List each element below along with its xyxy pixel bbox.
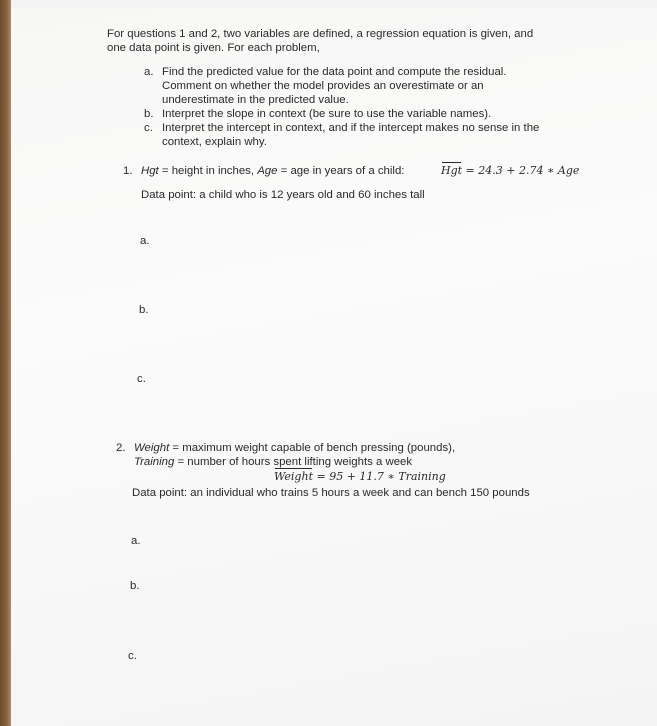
instruction-c-line-2: context, explain why. bbox=[162, 136, 267, 148]
q2-var1-name: Weight bbox=[134, 442, 170, 454]
instruction-c-line-1: Interpret the intercept in context, and if the intercept makes no sense in the bbox=[162, 122, 540, 134]
q1-number: 1. bbox=[123, 165, 133, 177]
q2-data-point: Data point: an individual who trains 5 hours a week and can bench 150 pounds bbox=[132, 487, 530, 499]
q1-var1-def: = height in inches, bbox=[158, 165, 258, 177]
q1-var2-def: = age in years of a child: bbox=[277, 165, 405, 177]
q2-part-b: b. bbox=[130, 580, 140, 592]
q1-var1-name: Hgt bbox=[141, 165, 159, 177]
q1-part-b: b. bbox=[139, 304, 149, 316]
q2-var1-def: = maximum weight capable of bench pressing (pounds), bbox=[169, 442, 456, 454]
instruction-a-line-3: underestimate in the predicted value. bbox=[162, 94, 349, 106]
q1-eq-lhs: Hgt bbox=[441, 164, 463, 177]
q1-equation bbox=[441, 164, 579, 178]
instruction-b-marker: b. bbox=[144, 108, 154, 120]
instruction-b-line-1: Interpret the slope in context (be sure to use the variable names). bbox=[162, 108, 492, 120]
q1-var2-name: Age bbox=[257, 165, 278, 177]
instruction-c-marker: c. bbox=[144, 122, 153, 134]
q2-eq-rhs: = 95 + 11.7 ∗ Training bbox=[312, 470, 446, 483]
q2-part-c: c. bbox=[128, 650, 137, 662]
intro-line-1: For questions 1 and 2, two variables are defined, a regression equation is given, and bbox=[107, 28, 534, 40]
q1-eq-rhs: = 24.3 + 2.74 ∗ Age bbox=[462, 164, 580, 177]
instruction-a-line-2: Comment on whether the model provides an overestimate or an bbox=[162, 80, 484, 92]
q1-definitions bbox=[141, 164, 404, 178]
q2-eq-lhs: Weight bbox=[274, 470, 313, 483]
q2-equation bbox=[274, 470, 446, 484]
q2-var2-name: Training bbox=[134, 456, 175, 468]
instruction-a-line-1: Find the predicted value for the data point and compute the residual. bbox=[162, 66, 507, 78]
photo-top-edge bbox=[11, 0, 657, 8]
q2-var2-def: = number of hours spent lifting weights a week bbox=[174, 456, 413, 468]
q1-part-c: c. bbox=[137, 373, 146, 385]
q2-part-a: a. bbox=[131, 535, 141, 547]
q1-part-a: a. bbox=[140, 235, 150, 247]
intro-line-2: one data point is given. For each problem, bbox=[107, 42, 320, 54]
q2-number: 2. bbox=[116, 442, 126, 454]
q2-definition-1 bbox=[134, 441, 455, 455]
instruction-a-marker: a. bbox=[144, 66, 154, 78]
q1-data-point: Data point: a child who is 12 years old and 60 inches tall bbox=[141, 189, 425, 201]
photo-left-edge bbox=[0, 0, 11, 726]
q2-definition-2 bbox=[134, 455, 412, 469]
